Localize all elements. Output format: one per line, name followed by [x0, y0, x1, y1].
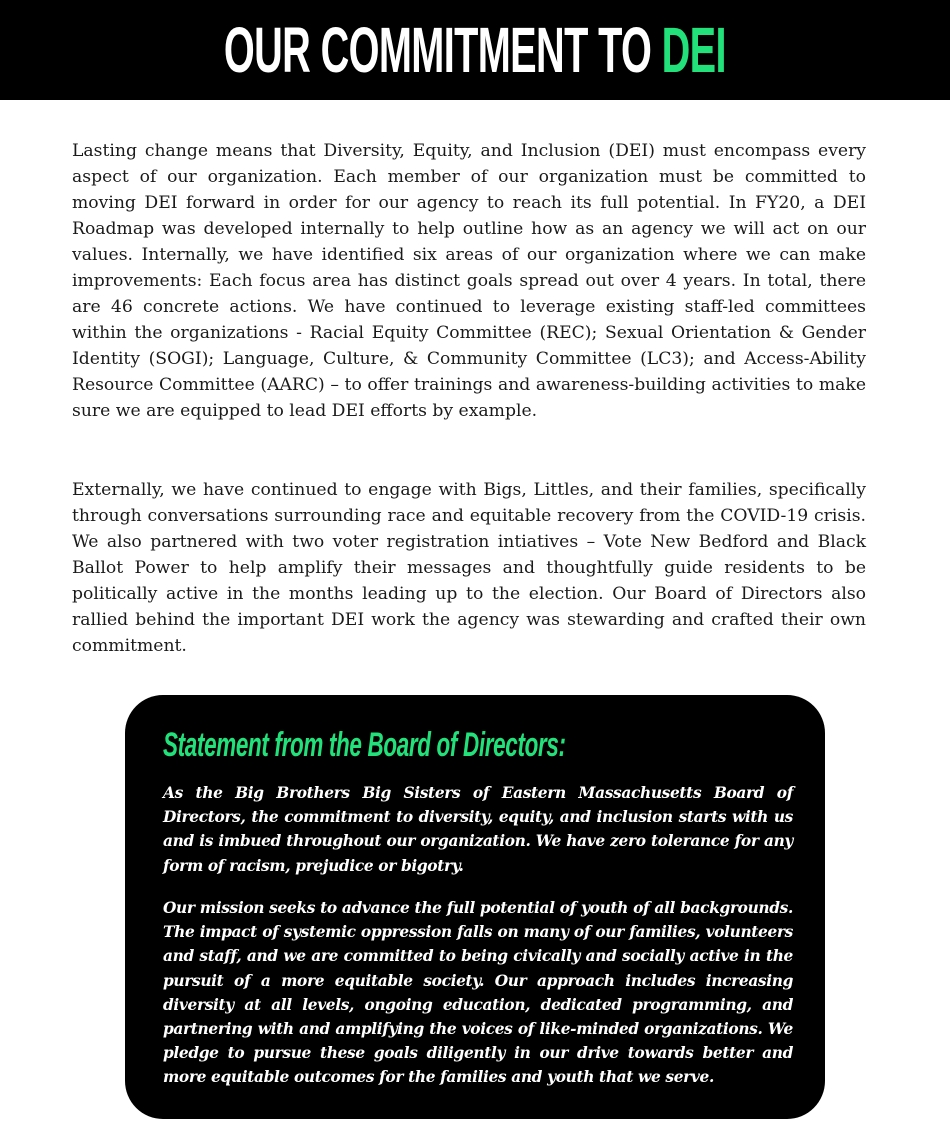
page-title-accent: DEI: [661, 14, 727, 86]
intro-paragraph: Lasting change means that Diversity, Equity, and Inclusion (DEI) must encompass every aspect of our organization. Each member of our organization must be committed to moving DEI forward in order for our agency to reach its full potential. In FY20, a DEI Roadmap was developed internally to help outline how as an agency we will act on our values. Internally, we have identified six areas of our organization where we can make improvements: Each focus area has distinct goals spread out over 4 years. In total, there are 46 concrete actions. We have continued to leverage existing staff-led committees within the organizations - Racial Equity Committee (REC); Sexual Orientation & Gender Identity (SOGI); Language, Culture, & Community Committee (LC3); and Access-Ability Resource Committee (AARC) – to offer trainings and awareness-building activities to make sure we are equipped to lead DEI efforts by example.: [72, 141, 866, 421]
page-title: [223, 14, 727, 86]
page-title-prefix: OUR COMMITMENT TO: [223, 14, 662, 86]
header-banner: [0, 0, 950, 100]
board-statement-box: [125, 695, 825, 1119]
board-statement-paragraph: Our mission seeks to advance the full potential of youth of all backgrounds. The impact of systemic oppression falls on many of our families, volunteers and staff, and we are committed to being civically and socially active in the pursuit of a more equitable society. Our approach includes increasing diversity at all levels, ongoing education, dedicated programming, and partnering with and amplifying the voices of like-minded organizations. We pledge to pursue these goals diligently in our drive towards better and more equitable outcomes for the families and youth that we serve.: [163, 899, 793, 1087]
external-paragraph: Externally, we have continued to engage with Bigs, Littles, and their families, specifically through conversations surrounding race and equitable recovery from the COVID-19 crisis. We also partnered with two voter registration intiatives – Vote New Bedford and Black Ballot Power to help amplify their messages and thoughtfully guide residents to be politically active in the months leading up to the election. Our Board of Directors also rallied behind the important DEI work the agency was stewarding and crafted their own commitment.: [72, 480, 866, 656]
board-statement-paragraph: As the Big Brothers Big Sisters of Eastern Massachusetts Board of Directors, the commitment to diversity, equity, and inclusion starts with us and is imbued throughout our organization. We have zero tolerance for any form of racism, prejudice or bigotry.: [163, 784, 793, 875]
board-statement-heading: Statement from the Board of Directors:: [163, 726, 566, 764]
